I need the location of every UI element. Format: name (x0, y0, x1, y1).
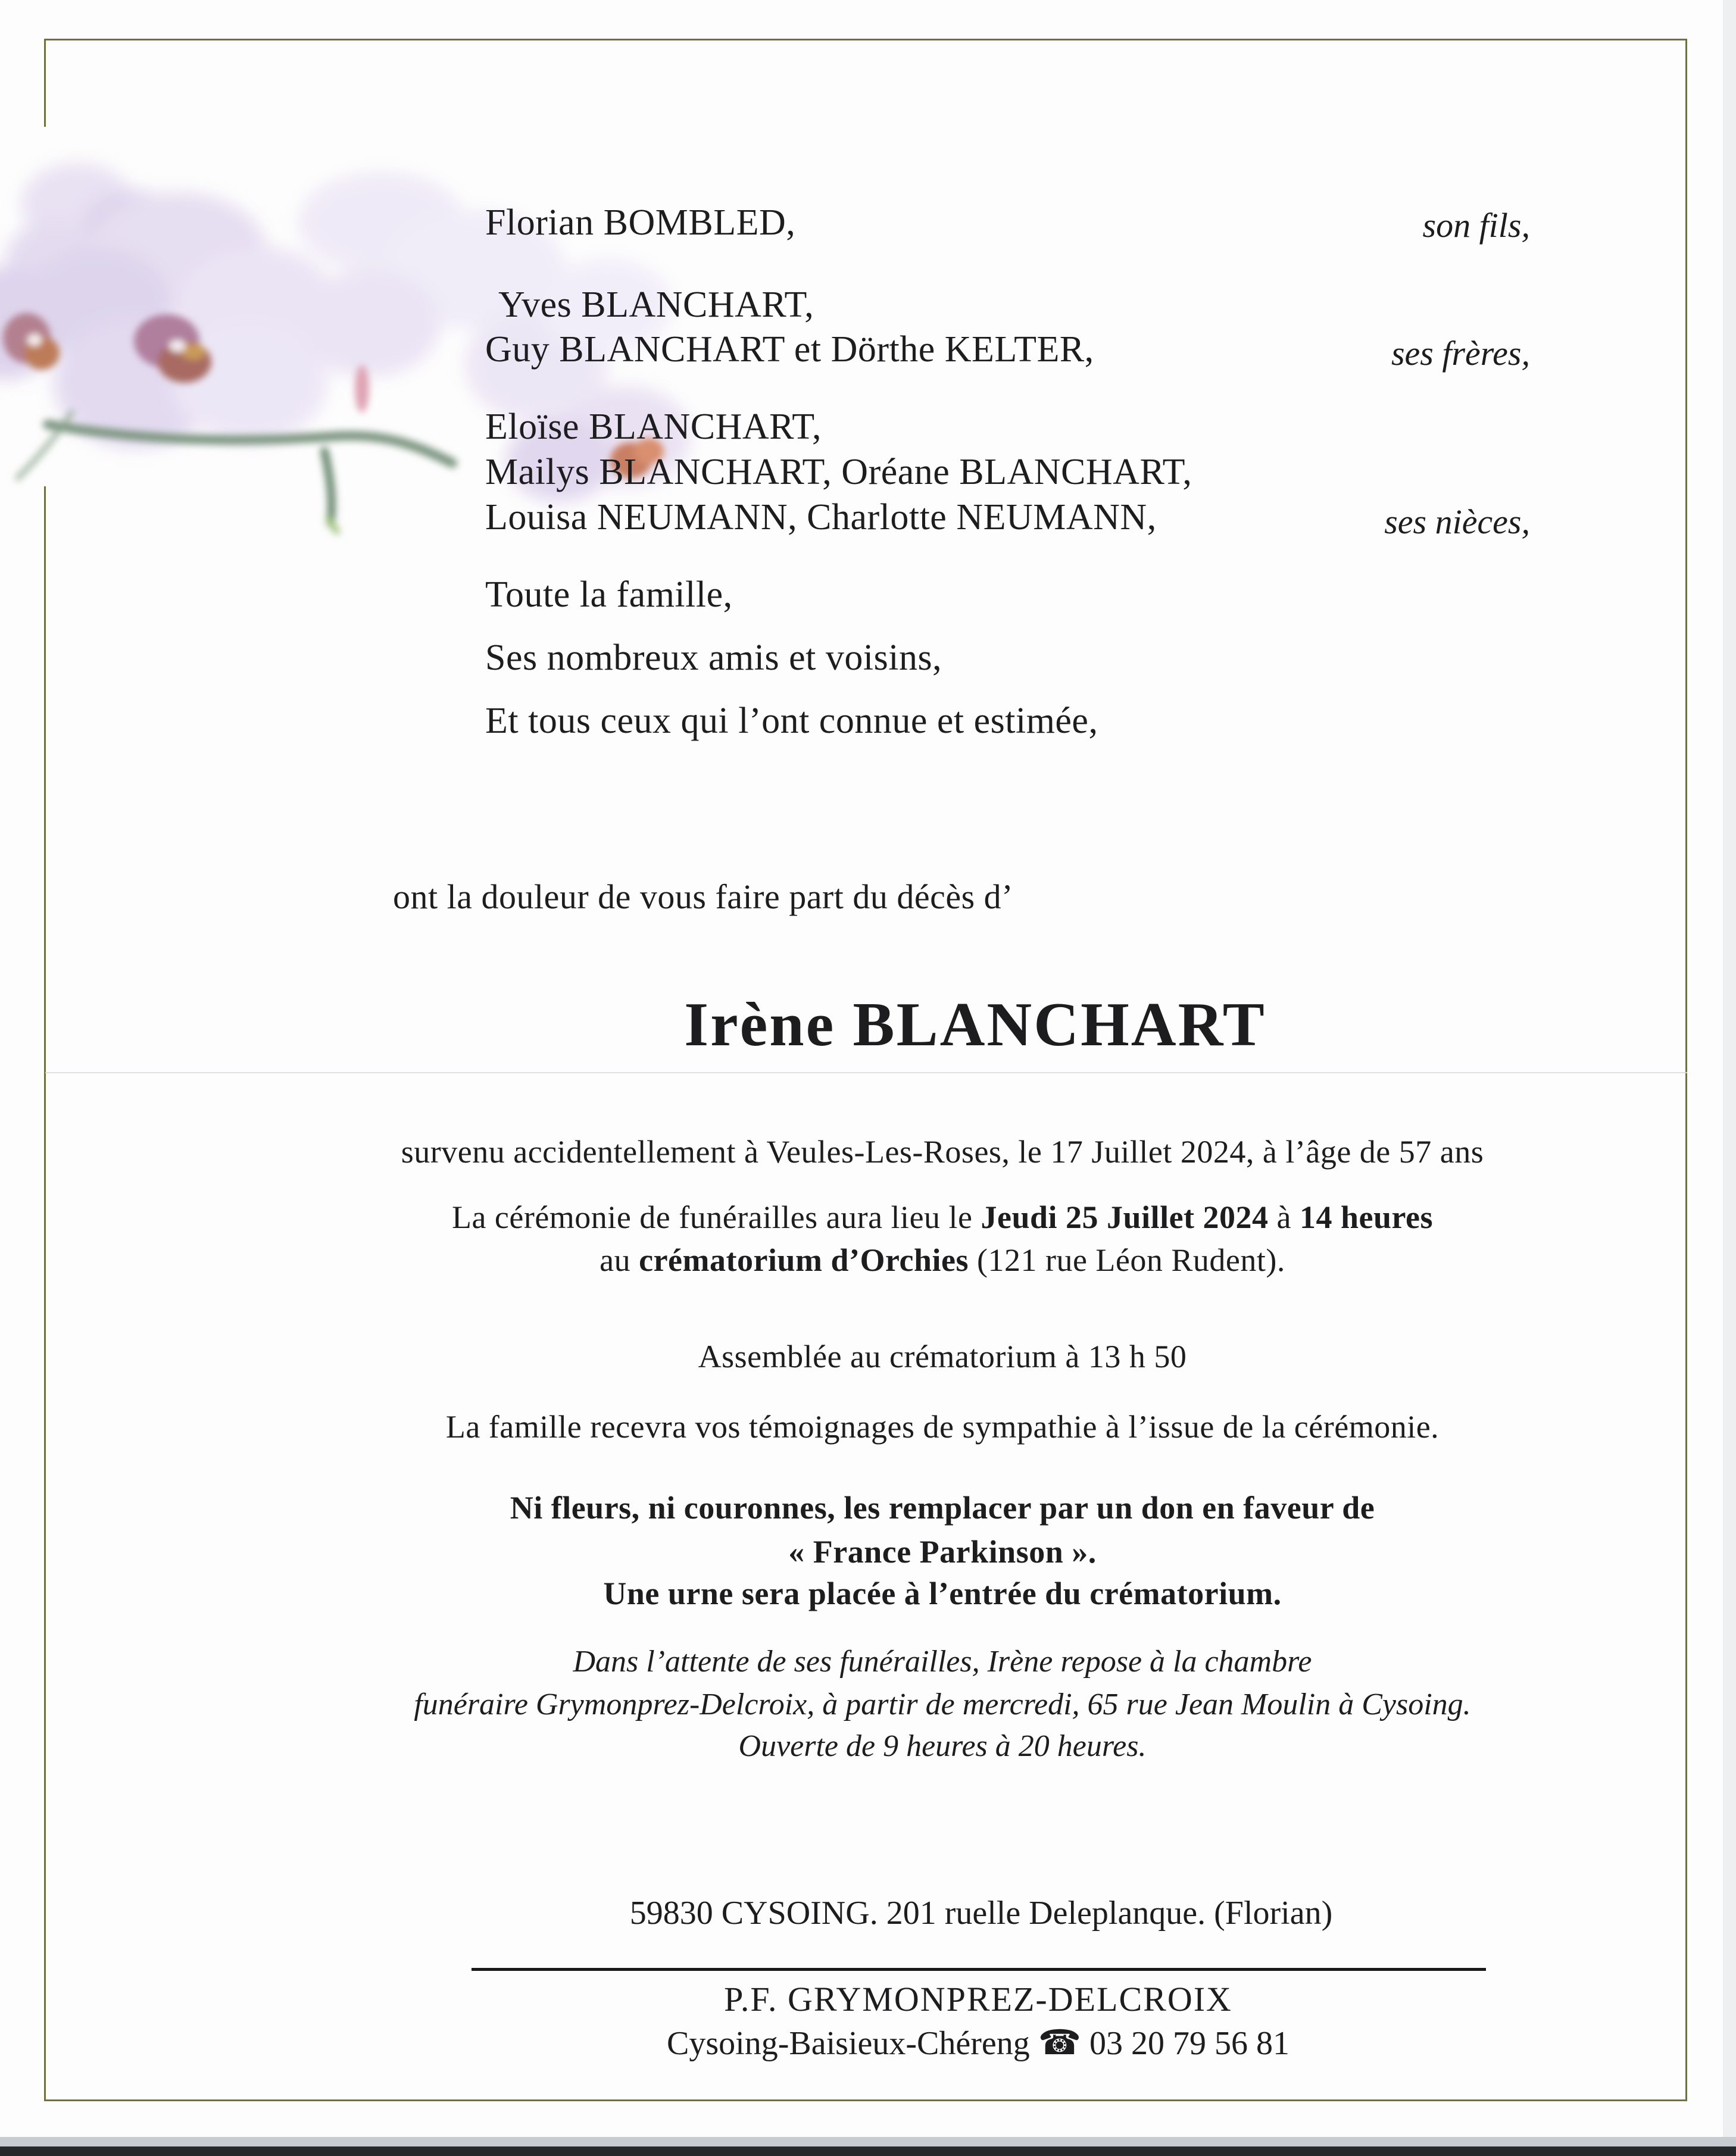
ceremony-place: crématorium d’Orchies (639, 1242, 969, 1278)
funeral-home-contact (232, 2022, 1724, 2063)
repose-line-1: Dans l’attente de ses funérailles, Irène repose à la chambre (573, 1645, 1312, 1679)
donation-line-1: Ni fleurs, ni couronnes, les remplacer par un don en faveur de (510, 1490, 1375, 1526)
name-line-niece1: Eloïse BLANCHART, (485, 407, 822, 447)
funeral-home-towns: Cysoing-Baisieux-Chéreng (667, 2025, 1030, 2062)
name-line-friends: Ses nombreux amis et voisins, (485, 638, 942, 678)
funeral-home-name: P.F. GRYMONPREZ-DELCROIX (724, 1980, 1232, 2018)
name-line-son: Florian BOMBLED, (485, 202, 796, 243)
donation-line-3: Une urne sera placée à l’entrée du crématorium. (603, 1576, 1282, 1611)
scan-edge-bottom-dark (0, 2146, 1736, 2156)
scan-crease-line (45, 1072, 1687, 1073)
ceremony-text: La cérémonie de funérailles aura lieu le (451, 1199, 981, 1235)
relation-label-brothers: ses frères, (1391, 334, 1530, 373)
scan-edge-bottom-light (0, 2137, 1736, 2146)
donation-line-2: « France Parkinson ». (788, 1534, 1097, 1570)
name-line-family: Toute la famille, (485, 574, 733, 615)
name-line-niece3: Louisa NEUMANN, Charlotte NEUMANN, (485, 497, 1157, 538)
relation-label-son: son fils, (1422, 206, 1530, 245)
ceremony-text: à (1268, 1199, 1300, 1235)
scan-edge-right (1723, 0, 1736, 2156)
ceremony-line-2 (196, 1244, 1688, 1276)
repose-line-3: Ouverte de 9 heures à 20 heures. (738, 1729, 1147, 1763)
ceremony-time: 14 heures (1300, 1199, 1434, 1235)
assembly-line: Assemblée au crématorium à 13 h 50 (698, 1339, 1187, 1374)
sympathy-line: La famille recevra vos témoignages de sympathie à l’issue de la cérémonie. (445, 1409, 1440, 1445)
name-line-brother2: Guy BLANCHART et Dörthe KELTER, (485, 329, 1094, 370)
ceremony-address: (121 rue Léon Rudent). (968, 1242, 1285, 1278)
ceremony-date: Jeudi 25 Juillet 2024 (981, 1199, 1269, 1235)
phone-number: 03 20 79 56 81 (1081, 2025, 1289, 2062)
name-line-niece2: Mailys BLANCHART, Oréane BLANCHART, (485, 452, 1192, 492)
telephone-icon: ☎ (1038, 2022, 1081, 2063)
announcement-intro: ont la douleur de vous faire part du décès d’ (393, 877, 1013, 916)
ceremony-text: au (600, 1242, 639, 1278)
deceased-name-title: Irène BLANCHART (684, 989, 1266, 1059)
ceremony-line-1 (196, 1201, 1688, 1233)
family-address-line: 59830 CYSOING. 201 ruelle Deleplanque. (Florian) (629, 1895, 1333, 1932)
separator-rule (472, 1968, 1486, 1971)
relation-label-nieces: ses nièces, (1384, 502, 1530, 541)
repose-line-2: funéraire Grymonprez-Delcroix, à partir de mercredi, 65 rue Jean Moulin à Cysoing. (414, 1688, 1471, 1721)
name-line-brother1: Yves BLANCHART, (498, 285, 814, 325)
death-details-line: survenu accidentellement à Veules-Les-Roses, le 17 Juillet 2024, à l’âge de 57 ans (401, 1134, 1484, 1170)
name-line-others: Et tous ceux qui l’ont connue et estimée, (485, 701, 1098, 741)
